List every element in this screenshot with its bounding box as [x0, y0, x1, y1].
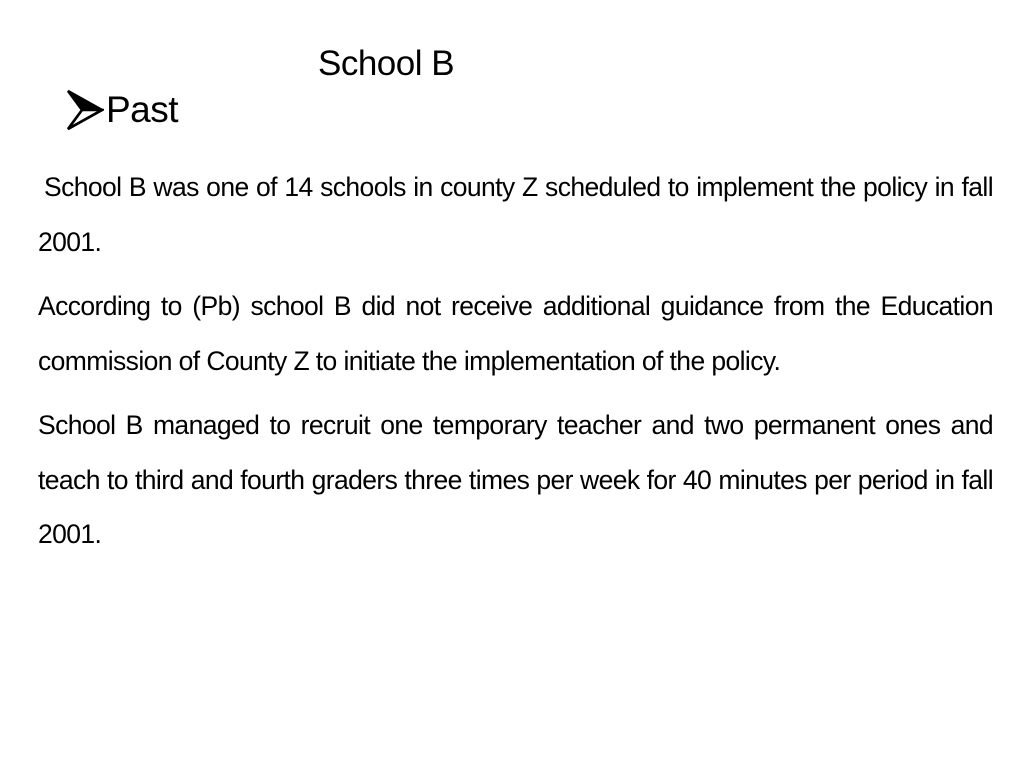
arrow-bullet-icon	[66, 87, 104, 133]
paragraph-recruitment: School B managed to recruit one temporary teacher and two permanent ones and teach to third and fourth graders three times per week for 40 minutes per period in fall 2001.	[38, 410, 993, 549]
paragraph-implementation-schedule: School B was one of 14 schools in county Z scheduled to implement the policy in fall 2001.	[38, 172, 993, 257]
section-heading	[66, 84, 178, 136]
paragraph-guidance: According to (Pb) school B did not receive additional guidance from the Education commission of County Z to initiate the implementation of the policy.	[38, 291, 993, 376]
slide-title: School B	[318, 44, 455, 83]
body-text	[38, 160, 993, 572]
section-heading-text: Past	[106, 89, 179, 130]
